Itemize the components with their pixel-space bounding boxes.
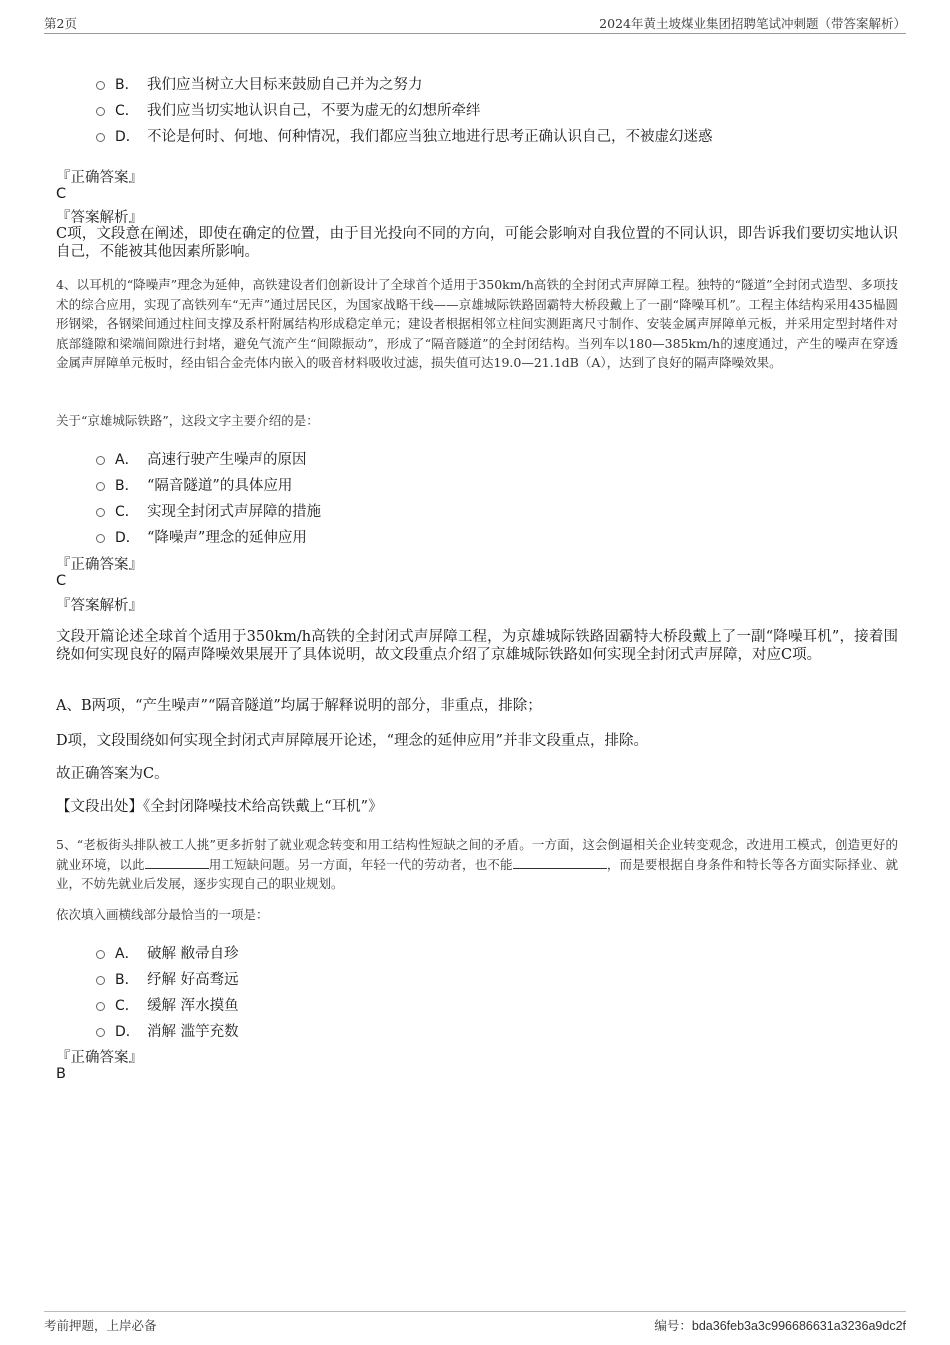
q5-question: 依次填入画横线部分最恰当的一项是： [56, 907, 269, 922]
q5-passage: 5、“老板街头排队被工人挑”更多折射了就业观念转变和用工结构性短缺之间的矛盾。一方面，这会倒逼相关企业转变观念，改进用工模式，创造更好的就业环境，以此 用工短缺问题。另一方面，年轻一代的劳动者，也不能 ，而是要根据自身条件和特长等各方面实际择业、就业，不妨先就业后发展，逐步实现自己的职业规划。 [56, 837, 898, 891]
q4-option-a[interactable]: A． 高速行驶产生噪声的原因 [96, 448, 307, 469]
document-code: 编号：bda36feb3a3c996686631a3236a9dc2f [654, 1318, 906, 1333]
q4-option-b[interactable]: B． “隔音隧道”的具体应用 [96, 474, 292, 495]
q5-option-a[interactable]: A． 破解 敝帚自珍 [96, 942, 239, 963]
radio-icon[interactable] [96, 456, 105, 465]
q3-analysis-label: 『答案解析』 [56, 210, 143, 226]
q3-option-c[interactable]: C． 我们应当切实地认识自己，不要为虚无的幻想所牵绊 [96, 99, 481, 120]
q4-option-c[interactable]: C． 实现全封闭式声屏障的措施 [96, 500, 321, 521]
q4-question: 关于“京雄城际铁路”，这段文字主要介绍的是： [56, 413, 319, 428]
q4-answer-label: 『正确答案』 [56, 557, 143, 573]
q5-option-c[interactable]: C． 缓解 浑水摸鱼 [96, 994, 239, 1015]
q4-analysis-3: D项，文段围绕如何实现全封闭式声屏障展开论述，“理念的延伸应用”并非文段重点，排除。 [56, 733, 648, 749]
q3-answer: C [56, 186, 67, 202]
q3-option-d[interactable]: D． 不论是何时、何地、何种情况，我们都应当独立地进行思考正确认识自己，不被虚幻迷惑 [96, 125, 713, 146]
q4-option-d[interactable]: D． “降噪声”理念的延伸应用 [96, 526, 307, 547]
radio-icon[interactable] [96, 1028, 105, 1037]
q5-answer: B [56, 1066, 66, 1082]
radio-icon[interactable] [96, 508, 105, 517]
q4-analysis-4: 故正确答案为C。 [56, 766, 169, 782]
document-title: 2024年黄土坡煤业集团招聘笔试冲刺题（带答案解析） [599, 16, 906, 31]
q4-analysis-label: 『答案解析』 [56, 598, 143, 614]
radio-icon[interactable] [96, 133, 105, 142]
radio-icon[interactable] [96, 976, 105, 985]
q4-answer: C [56, 573, 67, 589]
q4-analysis-1: 文段开篇论述全球首个适用于350km/h高铁的全封闭式声屏障工程，为京雄城际铁路固霸特大桥段戴上了一副“降噪耳机”，接着围绕如何实现良好的隔声降噪效果展开了具体说明，故文段重点介绍了京雄城际铁路如何实现全封闭式声屏障，对应C项。 [56, 629, 898, 663]
radio-icon[interactable] [96, 107, 105, 116]
header-divider [44, 33, 906, 34]
radio-icon[interactable] [96, 482, 105, 491]
page-footer [44, 1316, 906, 1334]
q3-option-b[interactable]: B． 我们应当树立大目标来鼓励自己并为之努力 [96, 73, 423, 94]
radio-icon[interactable] [96, 1002, 105, 1011]
q5-option-d[interactable]: D． 消解 滥竽充数 [96, 1020, 239, 1041]
footer-slogan: 考前押题，上岸必备 [44, 1318, 157, 1333]
radio-icon[interactable] [96, 534, 105, 543]
page-number: 第2页 [44, 16, 77, 31]
q4-analysis-2: A、B两项，“产生噪声”“隔音隧道”均属于解释说明的部分，非重点，排除； [56, 698, 542, 714]
q3-answer-label: 『正确答案』 [56, 170, 143, 186]
radio-icon[interactable] [96, 950, 105, 959]
q4-source: 【文段出处】《全封闭降噪技术给高铁戴上“耳机”》 [56, 799, 383, 815]
radio-icon[interactable] [96, 81, 105, 90]
q3-analysis: C项，文段意在阐述，即使在确定的位置，由于目光投向不同的方向，可能会影响对自我位置的不同认识，即告诉我们要切实地认识自己，不能被其他因素所影响。 [56, 226, 898, 260]
q5-answer-label: 『正确答案』 [56, 1050, 143, 1066]
footer-divider [44, 1311, 906, 1312]
q5-option-b[interactable]: B． 纾解 好高骛远 [96, 968, 239, 989]
fill-blank-2[interactable] [513, 857, 607, 869]
q4-passage: 4、以耳机的“降噪声”理念为延伸，高铁建设者们创新设计了全球首个适用于350km/h高铁的全封闭式声屏障工程。独特的“隧道”全封闭式造型、多项技术的综合应用，实现了高铁列车“无声”通过居民区，为国家战略干线——京雄城际铁路固霸特大桥段戴上了一副“降噪耳机”。工程主体结构采用435榀圆形钢梁，各钢梁间通过柱间支撑及系杆附属结构形成稳定单元；建设者根据相邻立柱间实测距离尺寸制作、安装金属声屏障单元板，并采用定型封堵件对底部缝隙和梁端间隙进行封堵，避免气流产生“间隙振动”，形成了“隔音隧道”的全封闭结构。当列车以180—385km/h的速度通过，产生的噪声在穿透金属声屏障单元板时，经由铝合金壳体内嵌入的吸音材料吸收过滤，损失值可达19.0—21.1dB（A），达到了良好的隔声降噪效果。 [56, 277, 898, 370]
fill-blank-1[interactable] [145, 857, 209, 869]
page-header [44, 14, 906, 32]
